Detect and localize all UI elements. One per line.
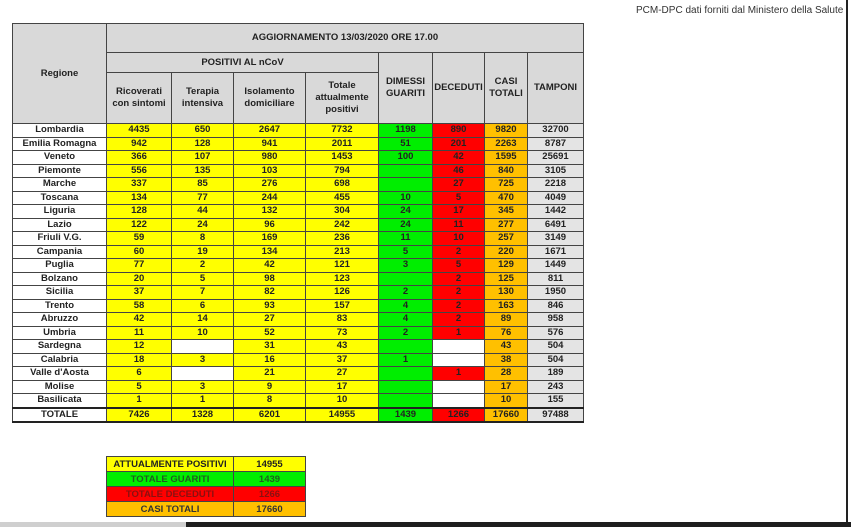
cell-isolamento: 42	[234, 259, 306, 273]
cell-regione: Trento	[13, 299, 107, 313]
summary-row	[107, 487, 306, 502]
cell-casi: 220	[485, 245, 528, 259]
cell-regione: Lombardia	[13, 124, 107, 138]
table-row	[13, 380, 584, 394]
cell-regione: Friuli V.G.	[13, 232, 107, 246]
header-totale-positivi: Totale attualmente positivi	[306, 73, 379, 124]
cell-casi: 125	[485, 272, 528, 286]
cell-casi: 277	[485, 218, 528, 232]
cell-casi: 163	[485, 299, 528, 313]
cell-ricoverati: 1	[107, 394, 172, 408]
cell-tamponi: 1442	[528, 205, 584, 219]
header-casi-totali: CASI TOTALI	[485, 53, 528, 124]
cell-totale-positivi: 123	[306, 272, 379, 286]
cell-isolamento: 9	[234, 380, 306, 394]
cell-deceduti: 5	[433, 259, 485, 273]
cell-regione: Piemonte	[13, 164, 107, 178]
cell-deceduti: 1	[433, 326, 485, 340]
header-ricoverati: Ricoverati con sintomi	[107, 73, 172, 124]
cell-regione: Toscana	[13, 191, 107, 205]
cell-terapia	[172, 367, 234, 381]
table-row	[13, 326, 584, 340]
summary-row	[107, 457, 306, 472]
summary-value: 17660	[234, 502, 306, 517]
cell-deceduti: 1	[433, 367, 485, 381]
cell-totale-positivi: 2011	[306, 137, 379, 151]
cell-isolamento: 82	[234, 286, 306, 300]
cell-ricoverati: 6	[107, 367, 172, 381]
cell-tamponi: 576	[528, 326, 584, 340]
cell-tamponi: 3149	[528, 232, 584, 246]
cell-deceduti	[433, 394, 485, 408]
header-dimessi: DIMESSI GUARITI	[379, 53, 433, 124]
cell-deceduti: 11	[433, 218, 485, 232]
cell-tamponi: 8787	[528, 137, 584, 151]
cell-dimessi: 5	[379, 245, 433, 259]
cell-isolamento: 52	[234, 326, 306, 340]
summary-label: ATTUALMENTE POSITIVI	[107, 457, 234, 472]
cell-regione: Campania	[13, 245, 107, 259]
cell-totale-positivi: 17	[306, 380, 379, 394]
cell-ricoverati: 366	[107, 151, 172, 165]
cell-dimessi: 2	[379, 326, 433, 340]
cell-tamponi: 32700	[528, 124, 584, 138]
cell-isolamento: 169	[234, 232, 306, 246]
cell-deceduti	[433, 380, 485, 394]
cell-totale-positivi: 37	[306, 353, 379, 367]
table-row	[13, 218, 584, 232]
cell-casi: 257	[485, 232, 528, 246]
cell-ricoverati: 12	[107, 340, 172, 354]
cell-deceduti: 17	[433, 205, 485, 219]
cell-tamponi: 1449	[528, 259, 584, 273]
cell-isolamento: 103	[234, 164, 306, 178]
summary-box	[106, 456, 306, 517]
cell-dimessi	[379, 380, 433, 394]
cell-terapia: 14	[172, 313, 234, 327]
taskbar-strip	[186, 522, 851, 527]
table-row	[13, 299, 584, 313]
cell-isolamento: 8	[234, 394, 306, 408]
cell-totale-positivi: 304	[306, 205, 379, 219]
cell-totale-positivi: 213	[306, 245, 379, 259]
cell-dimessi	[379, 272, 433, 286]
cell-regione: Emilia Romagna	[13, 137, 107, 151]
cell-dimessi: 10	[379, 191, 433, 205]
cell-totale-positivi: 236	[306, 232, 379, 246]
cell-totale-positivi: 698	[306, 178, 379, 192]
table-row	[13, 205, 584, 219]
cell-casi: 89	[485, 313, 528, 327]
cell-ricoverati: 134	[107, 191, 172, 205]
cell-casi: 38	[485, 353, 528, 367]
cell-ricoverati: 5	[107, 380, 172, 394]
table-row	[13, 124, 584, 138]
cell-isolamento: 31	[234, 340, 306, 354]
cell-deceduti: 5	[433, 191, 485, 205]
cell-totale-positivi: 794	[306, 164, 379, 178]
table-row	[13, 259, 584, 273]
cell-casi: 17	[485, 380, 528, 394]
cell-dimessi: 3	[379, 259, 433, 273]
cell-deceduti: 10	[433, 232, 485, 246]
cell-regione: Basilicata	[13, 394, 107, 408]
table-row	[13, 232, 584, 246]
cell-deceduti: 27	[433, 178, 485, 192]
cell-tamponi: 1950	[528, 286, 584, 300]
table-row	[13, 367, 584, 381]
cell-ricoverati: 20	[107, 272, 172, 286]
cell-terapia	[172, 340, 234, 354]
cell-dimessi: 4	[379, 313, 433, 327]
table-row	[13, 191, 584, 205]
cell-totale-positivi: 121	[306, 259, 379, 273]
cell-ricoverati: 58	[107, 299, 172, 313]
cell-isolamento: 16	[234, 353, 306, 367]
cell-tamponi: 6491	[528, 218, 584, 232]
cell-tamponi: 155	[528, 394, 584, 408]
cell-dimessi	[379, 178, 433, 192]
header-terapia: Terapia intensiva	[172, 73, 234, 124]
cell-tamponi: 811	[528, 272, 584, 286]
cell-dimessi: 24	[379, 218, 433, 232]
cell-tamponi: 25691	[528, 151, 584, 165]
cell-ricoverati: 60	[107, 245, 172, 259]
table-row	[13, 340, 584, 354]
cell-terapia: 3	[172, 380, 234, 394]
cell-terapia: 1	[172, 394, 234, 408]
cell-totale-positivi: 455	[306, 191, 379, 205]
cell-regione: Lazio	[13, 218, 107, 232]
total-casi: 17660	[485, 408, 528, 423]
cell-ricoverati: 337	[107, 178, 172, 192]
summary-value: 1266	[234, 487, 306, 502]
cell-deceduti: 42	[433, 151, 485, 165]
summary-value: 1439	[234, 472, 306, 487]
cell-deceduti	[433, 353, 485, 367]
header-positivi-group: POSITIVI AL nCoV	[107, 53, 379, 73]
cell-deceduti: 890	[433, 124, 485, 138]
cell-casi: 28	[485, 367, 528, 381]
table-title: AGGIORNAMENTO 13/03/2020 ORE 17.00	[107, 24, 584, 53]
cell-totale-positivi: 7732	[306, 124, 379, 138]
cell-totale-positivi: 242	[306, 218, 379, 232]
cell-casi: 345	[485, 205, 528, 219]
cell-tamponi: 243	[528, 380, 584, 394]
cell-tamponi: 846	[528, 299, 584, 313]
cell-isolamento: 134	[234, 245, 306, 259]
total-totale-positivi: 14955	[306, 408, 379, 423]
cell-terapia: 135	[172, 164, 234, 178]
cell-deceduti	[433, 340, 485, 354]
cell-totale-positivi: 157	[306, 299, 379, 313]
cell-terapia: 3	[172, 353, 234, 367]
cell-regione: Sardegna	[13, 340, 107, 354]
cell-terapia: 6	[172, 299, 234, 313]
cell-deceduti: 46	[433, 164, 485, 178]
total-regione: TOTALE	[13, 408, 107, 423]
covid-regions-table	[12, 23, 584, 423]
cell-deceduti: 2	[433, 245, 485, 259]
cell-regione: Umbria	[13, 326, 107, 340]
header-regione: Regione	[13, 24, 107, 124]
total-terapia: 1328	[172, 408, 234, 423]
cell-tamponi: 3105	[528, 164, 584, 178]
table-row	[13, 151, 584, 165]
cell-regione: Molise	[13, 380, 107, 394]
cell-dimessi: 51	[379, 137, 433, 151]
summary-label: CASI TOTALI	[107, 502, 234, 517]
cell-totale-positivi: 83	[306, 313, 379, 327]
summary-label: TOTALE GUARITI	[107, 472, 234, 487]
table-row	[13, 137, 584, 151]
total-isolamento: 6201	[234, 408, 306, 423]
cell-tamponi: 189	[528, 367, 584, 381]
cell-deceduti: 2	[433, 313, 485, 327]
cell-terapia: 77	[172, 191, 234, 205]
cell-isolamento: 27	[234, 313, 306, 327]
table-row	[13, 353, 584, 367]
cell-casi: 43	[485, 340, 528, 354]
cell-isolamento: 2647	[234, 124, 306, 138]
cell-casi: 129	[485, 259, 528, 273]
cell-ricoverati: 77	[107, 259, 172, 273]
cell-casi: 470	[485, 191, 528, 205]
source-note: PCM-DPC dati forniti dal Ministero della Salute	[636, 5, 844, 16]
summary-value: 14955	[234, 457, 306, 472]
cell-isolamento: 96	[234, 218, 306, 232]
cell-terapia: 5	[172, 272, 234, 286]
summary-label: TOTALE DECEDUTI	[107, 487, 234, 502]
cell-deceduti: 2	[433, 299, 485, 313]
cell-ricoverati: 942	[107, 137, 172, 151]
cell-deceduti: 201	[433, 137, 485, 151]
cell-dimessi	[379, 367, 433, 381]
cell-casi: 2263	[485, 137, 528, 151]
total-row	[13, 408, 584, 423]
table-row	[13, 286, 584, 300]
cell-regione: Liguria	[13, 205, 107, 219]
cell-tamponi: 504	[528, 340, 584, 354]
cell-totale-positivi: 73	[306, 326, 379, 340]
cell-casi: 725	[485, 178, 528, 192]
header-deceduti: DECEDUTI	[433, 53, 485, 124]
cell-regione: Valle d'Aosta	[13, 367, 107, 381]
total-deceduti: 1266	[433, 408, 485, 423]
cell-terapia: 107	[172, 151, 234, 165]
cell-totale-positivi: 43	[306, 340, 379, 354]
cell-casi: 840	[485, 164, 528, 178]
cell-deceduti: 2	[433, 272, 485, 286]
cell-ricoverati: 59	[107, 232, 172, 246]
cell-terapia: 2	[172, 259, 234, 273]
cell-terapia: 85	[172, 178, 234, 192]
cell-ricoverati: 556	[107, 164, 172, 178]
header-tamponi: TAMPONI	[528, 53, 584, 124]
cell-ricoverati: 4435	[107, 124, 172, 138]
table-row	[13, 272, 584, 286]
table-row	[13, 313, 584, 327]
cell-terapia: 128	[172, 137, 234, 151]
cell-dimessi: 2	[379, 286, 433, 300]
table-row	[13, 164, 584, 178]
window-edge	[846, 0, 848, 522]
cell-casi: 76	[485, 326, 528, 340]
summary-row	[107, 502, 306, 517]
cell-isolamento: 244	[234, 191, 306, 205]
cell-totale-positivi: 10	[306, 394, 379, 408]
cell-terapia: 8	[172, 232, 234, 246]
cell-dimessi: 11	[379, 232, 433, 246]
cell-tamponi: 1671	[528, 245, 584, 259]
cell-totale-positivi: 126	[306, 286, 379, 300]
table-row	[13, 245, 584, 259]
cell-dimessi: 4	[379, 299, 433, 313]
cell-ricoverati: 37	[107, 286, 172, 300]
cell-dimessi	[379, 164, 433, 178]
cell-dimessi: 1	[379, 353, 433, 367]
cell-terapia: 10	[172, 326, 234, 340]
cell-dimessi: 100	[379, 151, 433, 165]
cell-isolamento: 941	[234, 137, 306, 151]
cell-casi: 10	[485, 394, 528, 408]
cell-tamponi: 2218	[528, 178, 584, 192]
cell-isolamento: 980	[234, 151, 306, 165]
cell-ricoverati: 18	[107, 353, 172, 367]
cell-isolamento: 276	[234, 178, 306, 192]
cell-dimessi	[379, 394, 433, 408]
cell-terapia: 44	[172, 205, 234, 219]
cell-casi: 130	[485, 286, 528, 300]
total-dimessi: 1439	[379, 408, 433, 423]
summary-row	[107, 472, 306, 487]
table-row	[13, 178, 584, 192]
table-body	[13, 124, 584, 423]
cell-isolamento: 98	[234, 272, 306, 286]
cell-casi: 1595	[485, 151, 528, 165]
cell-isolamento: 132	[234, 205, 306, 219]
cell-ricoverati: 11	[107, 326, 172, 340]
cell-tamponi: 4049	[528, 191, 584, 205]
cell-isolamento: 93	[234, 299, 306, 313]
cell-tamponi: 504	[528, 353, 584, 367]
cell-regione: Puglia	[13, 259, 107, 273]
total-tamponi: 97488	[528, 408, 584, 423]
cell-deceduti: 2	[433, 286, 485, 300]
cell-terapia: 7	[172, 286, 234, 300]
cell-regione: Bolzano	[13, 272, 107, 286]
cell-isolamento: 21	[234, 367, 306, 381]
cell-dimessi: 1198	[379, 124, 433, 138]
cell-regione: Abruzzo	[13, 313, 107, 327]
cell-regione: Marche	[13, 178, 107, 192]
cell-terapia: 650	[172, 124, 234, 138]
cell-terapia: 24	[172, 218, 234, 232]
cell-dimessi	[379, 340, 433, 354]
cell-regione: Sicilia	[13, 286, 107, 300]
cell-ricoverati: 122	[107, 218, 172, 232]
cell-regione: Calabria	[13, 353, 107, 367]
total-ricoverati: 7426	[107, 408, 172, 423]
cell-totale-positivi: 1453	[306, 151, 379, 165]
cell-terapia: 19	[172, 245, 234, 259]
cell-ricoverati: 42	[107, 313, 172, 327]
cell-tamponi: 958	[528, 313, 584, 327]
cell-regione: Veneto	[13, 151, 107, 165]
cell-totale-positivi: 27	[306, 367, 379, 381]
header-isolamento: Isolamento domiciliare	[234, 73, 306, 124]
table-row	[13, 394, 584, 408]
cell-dimessi: 24	[379, 205, 433, 219]
cell-ricoverati: 128	[107, 205, 172, 219]
cell-casi: 9820	[485, 124, 528, 138]
